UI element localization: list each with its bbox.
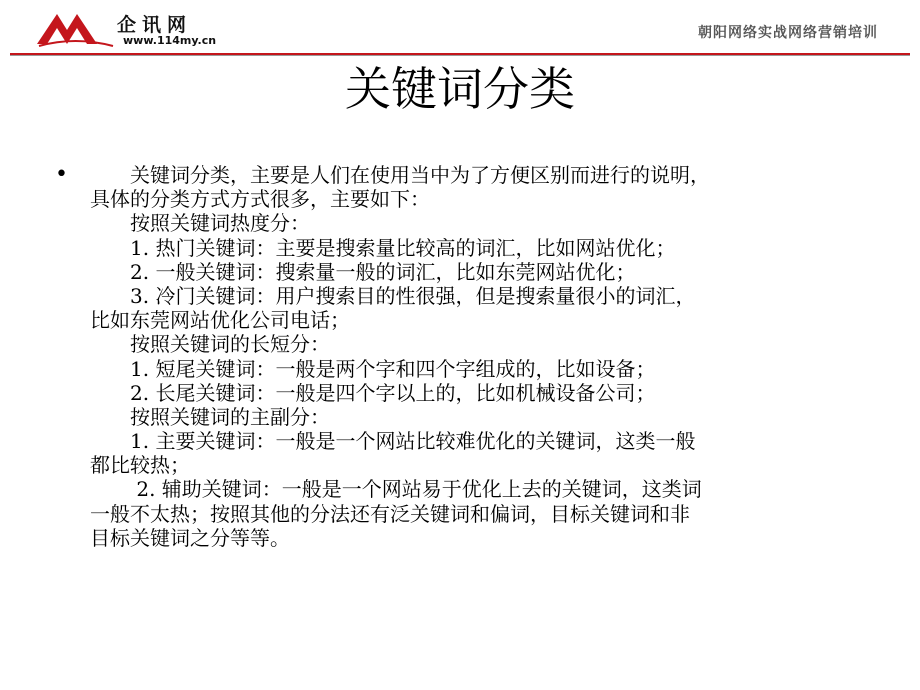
body-line: 2. 辅助关键词：一般是一个网站易于优化上去的关键词，这类词 [90, 477, 702, 502]
header-tagline: 朝阳网络实战网络营销培训 [698, 25, 878, 41]
body-line: 3. 冷门关键词：用户搜索目的性很强，但是搜索量很小的词汇， [90, 283, 696, 308]
logo [35, 6, 235, 50]
body-line: 具体的分类方式方式很多，主要如下： [90, 187, 430, 212]
body-line: 目标关键词之分等等。 [90, 525, 290, 550]
body-line: 比如东莞网站优化公司电话； [90, 308, 350, 333]
slide-header [0, 0, 920, 56]
logo-url: www.114my.cn [123, 34, 217, 47]
body-line: 2. 长尾关键词：一般是四个字以上的，比如机械设备公司； [90, 380, 656, 405]
body-line: 1. 热门关键词：主要是搜索量比较高的词汇，比如网站优化； [90, 235, 676, 260]
body-line: 1. 主要关键词：一般是一个网站比较难优化的关键词，这类一般 [90, 429, 696, 454]
slide-title: 关键词分类 [345, 62, 575, 116]
body-text [90, 163, 880, 550]
body-line: 一般不太热；按照其他的分法还有泛关键词和偏词，目标关键词和非 [90, 501, 690, 526]
bullet-marker: • [55, 162, 68, 187]
body-line: 1. 短尾关键词：一般是两个字和四个字组成的，比如设备； [90, 356, 656, 381]
body-line: 按照关键词的主副分： [90, 404, 330, 429]
body-line: 都比较热； [90, 453, 190, 478]
body-line: 2. 一般关键词：搜索量一般的词汇，比如东莞网站优化； [90, 259, 636, 284]
body-line: 关键词分类，主要是人们在使用当中为了方便区别而进行的说明， [90, 163, 710, 187]
logo-mark-icon [35, 8, 115, 48]
body-line: 按照关键词的长短分： [90, 332, 330, 357]
logo-name: 企讯网 [117, 14, 193, 36]
body-line: 按照关键词热度分： [90, 211, 310, 236]
